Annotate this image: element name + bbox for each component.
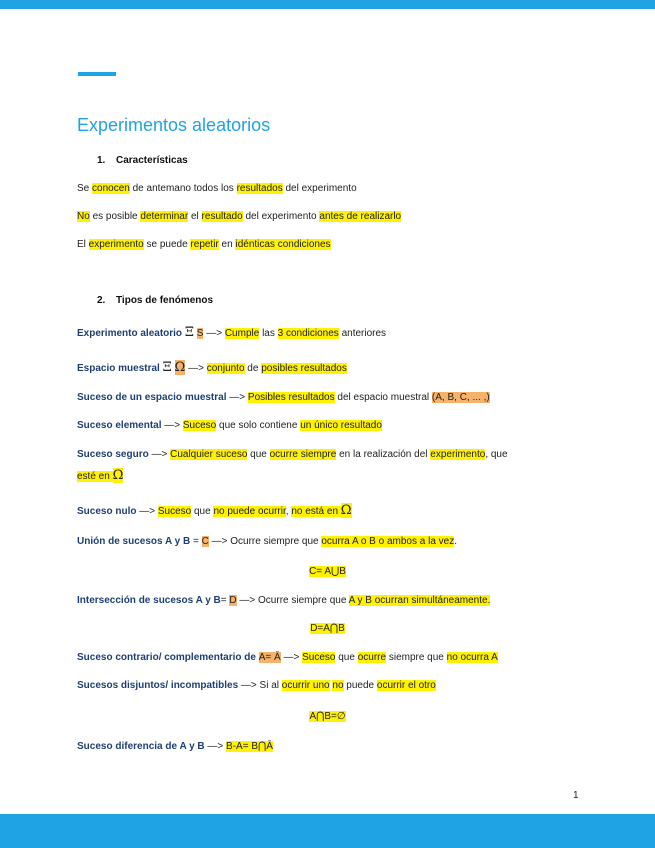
formula-interseccion: D=A⋂B xyxy=(310,623,345,634)
definition-suceso-diferencia: Suceso diferencia de A y B —> B-A= B⋂Ā xyxy=(77,741,273,752)
paragraph-1: Se conocen de antemano todos los resultados del experimento xyxy=(77,183,357,194)
definition-suceso-nulo: Suceso nulo —> Suceso que no puede ocurrir, no está en Ω xyxy=(77,503,352,518)
page-title: Experimentos aleatorios xyxy=(77,115,271,135)
page-number: 1 xyxy=(573,790,579,801)
definition-sucesos-disjuntos: Sucesos disjuntos/ incompatibles —> Si al ocurrir uno no puede ocurrir el otro xyxy=(77,680,436,691)
definition-espacio-muestral: Espacio muestral Ξ Ω —> conjunto de posibles resultados xyxy=(77,360,347,375)
definition-union: Unión de sucesos A y B = C —> Ocurre siempre que ocurra A o B o ambos a la vez. xyxy=(77,536,458,547)
definition-experimento-aleatorio: Experimento aleatorio Ξ S —> Cumple las 3 condiciones anteriores xyxy=(77,325,387,340)
definition-suceso-contrario: Suceso contrario/ complementario de A= Ā —> Suceso que ocurre siempre que no ocurra A xyxy=(77,652,498,663)
paragraph-3: El experimento se puede repetir en idénticas condiciones xyxy=(77,239,331,250)
title-accent-line xyxy=(78,72,116,76)
definition-suceso-seguro-cont: esté en Ω xyxy=(77,468,124,483)
formula-disjuntos: A⋂B=∅ xyxy=(309,711,346,722)
formula-union: C= A⋃B xyxy=(309,566,346,577)
section-heading-caracteristicas: 1. Características xyxy=(97,155,188,166)
definition-interseccion: Intersección de sucesos A y B= D —> Ocurre siempre que A y B ocurran simultáneamente. xyxy=(77,595,491,606)
definition-suceso-elemental: Suceso elemental —> Suceso que solo contiene un único resultado xyxy=(77,420,382,431)
paragraph-2: No es posible determinar el resultado del experimento antes de realizarlo xyxy=(77,211,402,222)
definition-suceso-seguro: Suceso seguro —> Cualquier suceso que ocurre siempre en la realización del experimento, que xyxy=(77,449,508,460)
bottom-color-bar xyxy=(0,814,655,848)
top-color-bar xyxy=(0,0,655,9)
section-heading-tipos: 2. Tipos de fenómenos xyxy=(97,295,214,306)
definition-suceso-espacio-muestral: Suceso de un espacio muestral —> Posibles resultados del espacio muestral (A, B, C, ... ,) xyxy=(77,392,490,403)
